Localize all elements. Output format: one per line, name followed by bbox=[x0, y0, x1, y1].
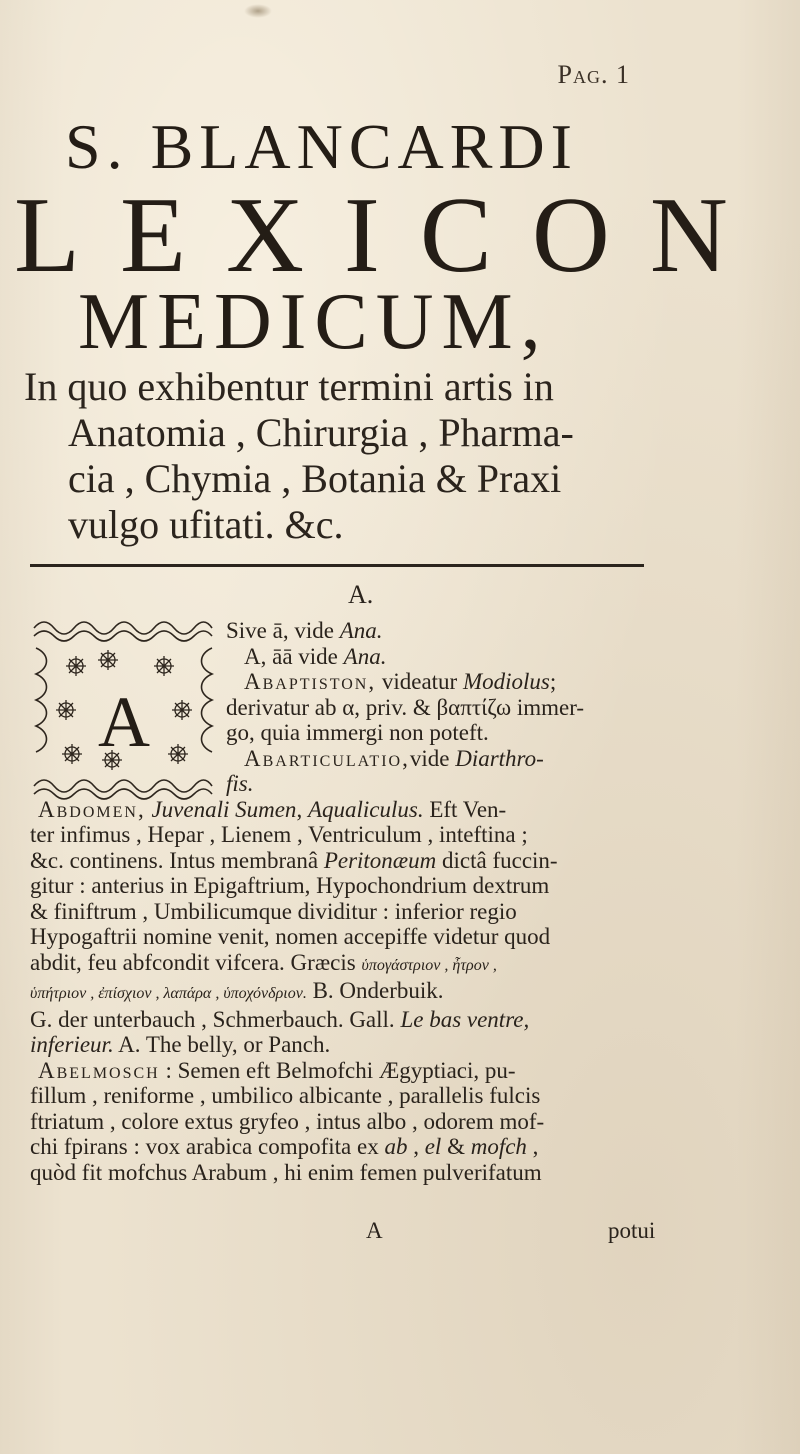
entry-line: chi fpirans : vox arabica compofita ex ab , el & mofch , bbox=[30, 1134, 539, 1159]
entry-line: Hypogaftrii nomine venit, nomen accepiffe videtur quod bbox=[30, 924, 551, 949]
initial-letter: A bbox=[98, 682, 150, 762]
subtitle-line: Anatomia , Chirurgia , Pharma- bbox=[68, 410, 574, 455]
divider-rule bbox=[30, 564, 644, 567]
dictionary-entries bbox=[30, 618, 660, 1185]
section-letter: A. bbox=[348, 580, 374, 609]
entry-line: quòd fit mofchus Arabum , hi enim femen pulverifatum bbox=[30, 1159, 542, 1185]
title-medicum: MEDICUM, bbox=[78, 278, 549, 366]
entry-line: ὑπήτριον , ἐπίσχιον , λαπάρα , ὑποχόνδριον. B. Onderbuik. bbox=[30, 978, 444, 1003]
entry-line: Abdomen, Juvenali Sumen, Aqualiculus. Eft Ven- bbox=[38, 796, 507, 822]
entry-line: fillum , reniforme , umbilico albicante , parallelis fulcis bbox=[30, 1083, 541, 1108]
entry-line: abdit, feu abfcondit vifcera. Græcis ὑπογάστριον , ἦτρον , bbox=[30, 949, 497, 975]
entry-line: ftriatum , colore extus gryfeo , intus albo , odorem mof- bbox=[30, 1108, 545, 1134]
entry-line: inferieur. A. The belly, or Panch. bbox=[30, 1032, 331, 1057]
entry-line: fis. bbox=[226, 771, 254, 796]
title-author: S. BLANCARDI bbox=[65, 111, 578, 182]
entry-line: Abarticulatio,vide Diarthro- bbox=[244, 745, 544, 771]
subtitle-line: cia , Chymia , Botania & Praxi bbox=[68, 456, 562, 501]
entry-line: Abaptiston, videatur Modiolus; bbox=[244, 669, 557, 694]
entry-line: A, āā vide Ana. bbox=[244, 643, 387, 669]
page-number: Pag. 1 bbox=[557, 60, 630, 89]
entry-line: gitur : anterius in Epigaftrium, Hypochondrium dextrum bbox=[30, 873, 550, 898]
paper-stain bbox=[244, 4, 272, 18]
subtitle-line: In quo exhibentur termini artis in bbox=[24, 364, 554, 409]
title-lexicon: LEXICON bbox=[14, 176, 768, 295]
entry-line: G. der unterbauch , Schmerbauch. Gall. Le bas ventre, bbox=[30, 1006, 530, 1032]
entry-line: Abelmosch : Semen eft Belmofchi Ægyptiaci, pu- bbox=[38, 1057, 516, 1083]
entry-line: go, quia immergi non poteft. bbox=[226, 720, 489, 745]
entry-line: ter infimus , Hepar , Lienem , Ventriculum , inteftina ; bbox=[30, 822, 528, 847]
catchword: potui bbox=[608, 1218, 656, 1243]
signature-mark: A bbox=[366, 1218, 383, 1243]
entry-line: Sive ā, vide Ana. bbox=[226, 618, 383, 643]
entry-line: & finiftrum , Umbilicumque dividitur : inferior regio bbox=[30, 898, 517, 924]
entry-line: &c. continens. Intus membranâ Peritonæum dictâ fuccin- bbox=[30, 847, 558, 873]
entry-line: derivatur ab α, priv. & βαπτίζω immer- bbox=[226, 694, 585, 720]
subtitle bbox=[24, 364, 654, 548]
subtitle-line: vulgo ufitati. &c. bbox=[68, 502, 344, 547]
